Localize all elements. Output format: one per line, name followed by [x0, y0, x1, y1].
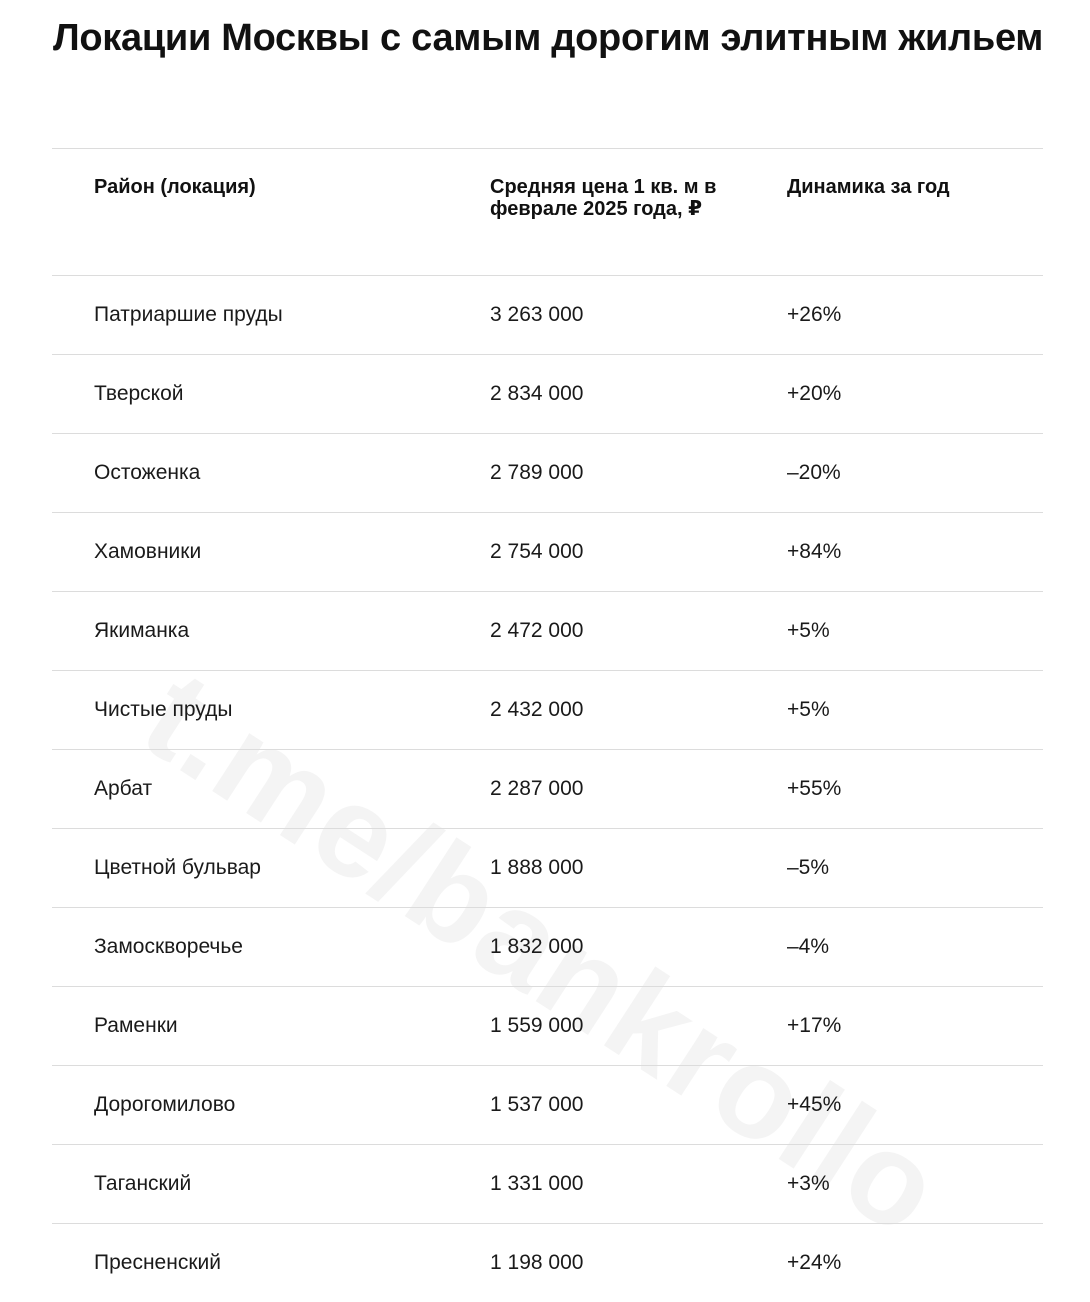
- table-row: [52, 1144, 1043, 1223]
- table-row: [52, 512, 1043, 591]
- page-title: Локации Москвы с самым дорогим элитным жильем: [53, 17, 1044, 59]
- price-cell: 2 432 000: [490, 698, 584, 721]
- table-row: [52, 828, 1043, 907]
- change-cell: +3%: [787, 1172, 830, 1195]
- district-cell: Таганский: [94, 1172, 192, 1195]
- price-cell: 2 472 000: [490, 619, 584, 642]
- table-row: [52, 986, 1043, 1065]
- district-cell: Пресненский: [94, 1251, 221, 1274]
- district-cell: Якиманка: [94, 619, 190, 642]
- change-cell: +55%: [787, 777, 842, 800]
- price-cell: 1 832 000: [490, 935, 584, 958]
- price-cell: 2 834 000: [490, 382, 584, 405]
- district-cell: Хамовники: [94, 540, 202, 563]
- district-cell: Раменки: [94, 1014, 178, 1037]
- price-cell: 1 888 000: [490, 856, 584, 879]
- change-cell: +5%: [787, 698, 830, 721]
- table-header: [52, 148, 1043, 275]
- table-row: [52, 275, 1043, 354]
- price-cell: 1 198 000: [490, 1251, 584, 1274]
- district-cell: Дорогомилово: [94, 1093, 236, 1116]
- price-cell: 2 789 000: [490, 461, 584, 484]
- district-cell: Цветной бульвар: [94, 856, 261, 879]
- change-cell: –20%: [787, 461, 841, 484]
- price-cell: 1 537 000: [490, 1093, 584, 1116]
- column-header-district: Район (локация): [94, 176, 256, 198]
- table-row: [52, 591, 1043, 670]
- district-cell: Арбат: [94, 777, 153, 800]
- change-cell: +24%: [787, 1251, 842, 1274]
- price-cell: 2 287 000: [490, 777, 584, 800]
- district-cell: Чистые пруды: [94, 698, 233, 721]
- column-header-change: Динамика за год: [787, 176, 950, 198]
- table-row: [52, 433, 1043, 512]
- district-cell: Замоскворечье: [94, 935, 243, 958]
- column-header-price: Средняя цена 1 кв. м в феврале 2025 года, ₽: [490, 176, 717, 220]
- table-row: [52, 1223, 1043, 1302]
- price-cell: 2 754 000: [490, 540, 584, 563]
- table-row: [52, 749, 1043, 828]
- change-cell: +5%: [787, 619, 830, 642]
- district-cell: Остоженка: [94, 461, 201, 484]
- table-row: [52, 1065, 1043, 1144]
- table-row: [52, 907, 1043, 986]
- change-cell: +17%: [787, 1014, 842, 1037]
- price-cell: 1 559 000: [490, 1014, 584, 1037]
- price-table: [52, 148, 1043, 1302]
- change-cell: –4%: [787, 935, 830, 958]
- change-cell: –5%: [787, 856, 830, 879]
- price-cell: 1 331 000: [490, 1172, 584, 1195]
- price-cell: 3 263 000: [490, 303, 584, 326]
- change-cell: +84%: [787, 540, 842, 563]
- change-cell: +20%: [787, 382, 842, 405]
- change-cell: +45%: [787, 1093, 842, 1116]
- table-row: [52, 354, 1043, 433]
- table-row: [52, 670, 1043, 749]
- change-cell: +26%: [787, 303, 842, 326]
- district-cell: Тверской: [94, 382, 184, 405]
- district-cell: Патриаршие пруды: [94, 303, 283, 326]
